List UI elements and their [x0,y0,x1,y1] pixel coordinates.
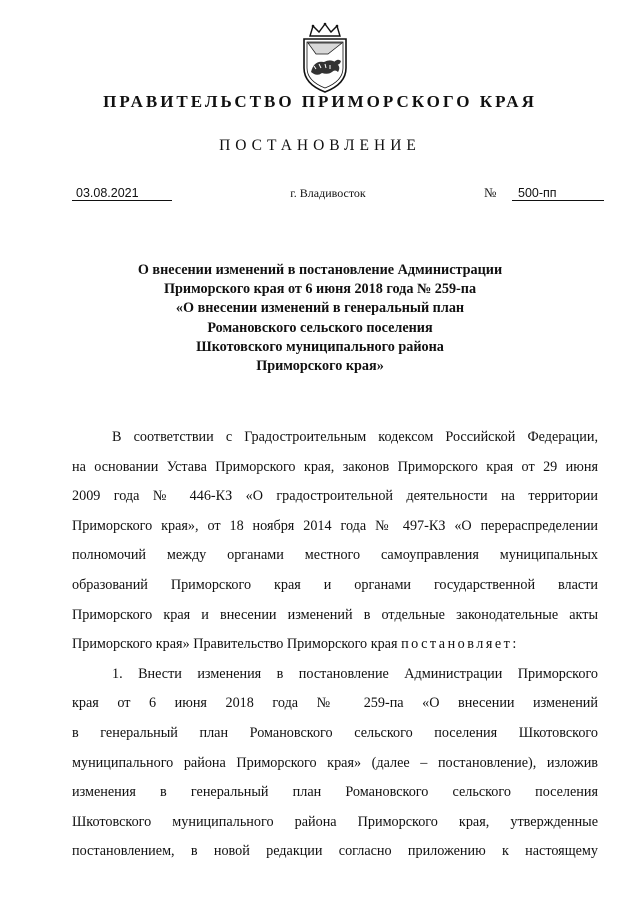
body-line: края от 6 июня 2018 года № 259-па «О внесении изменений [72,695,598,712]
document-number: 500-пп [512,186,604,201]
title-line: «О внесении изменений в генеральный план [175,300,465,317]
body-line: Шкотовского муниципального района Приморского края, утвержденные [72,813,598,830]
document-body [72,423,598,867]
body-line: в генеральный план Романовского сельского поселения Шкотовского [72,724,598,741]
body-line: на основании Устава Приморского края, законов Приморского края от 29 июня [72,458,598,475]
title-line: Шкотовского муниципального района [196,338,444,355]
title-line: Приморского края от 6 июня 2018 года № 259-па [163,281,477,298]
body-line: образований Приморского края и органами государственной власти [72,576,598,593]
title-line: О внесении изменений в постановление Администрации [137,262,503,278]
item-number: 1. [112,665,123,682]
body-text-fragment: Приморского края» Правительство Приморского края [72,636,398,653]
body-line: Приморского края», от 18 ноября 2014 года № 497-КЗ «О перераспределении [72,517,598,534]
body-line: 2009 года № 446-КЗ «О градостроительной деятельности на территории [72,488,598,505]
body-line [72,630,598,660]
document-city: г. Владивосток [290,186,366,200]
title-line: Романовского сельского поселения [207,319,433,336]
body-line: В соответствии с Градостроительным кодексом Российской Федерации, [112,429,598,445]
body-text-fragment: Внести изменения в постановление Администрации Приморского [138,665,599,682]
body-line: Приморского края и внесении изменений в отдельные законодательные акты [72,606,598,623]
body-line [72,660,598,690]
body-line: полномочий между органами местного самоуправления муниципальных [72,547,598,564]
document-type: ПОСТАНОВЛЕНИЕ [219,137,421,154]
coat-of-arms-icon [298,22,352,94]
body-line: изменения в генеральный план Романовского сельского поселения [72,784,598,801]
body-line: постановлением, в новой редакции согласно приложению к настоящему [72,843,598,860]
document-title [0,261,640,376]
title-line: Приморского края» [256,358,384,375]
body-line: муниципального района Приморского края» (далее – постановление), изложив [72,754,598,771]
government-title: ПРАВИТЕЛЬСТВО ПРИМОРСКОГО КРАЯ [103,92,537,111]
resolution-word: постановляет: [401,636,519,653]
number-sign: № [484,185,497,200]
document-date: 03.08.2021 [72,186,172,201]
